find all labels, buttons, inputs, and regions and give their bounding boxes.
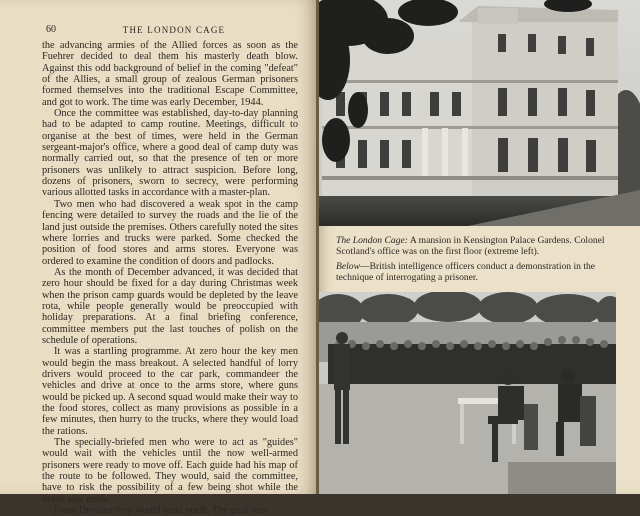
running-head: [46, 24, 302, 36]
body-text: [42, 40, 298, 516]
running-head-title: THE LONDON CAGE: [122, 25, 226, 35]
paragraph: As the month of December advanced, it was decided that zero hour should be fixed for a day during Christmas week when the prison camp guards would be depleted by the leave rota, while people generally would be preoccupied with holiday preparations. At a final briefing conference, committee members put the last touches of polish on the schedule of operations.: [42, 266, 298, 346]
interrogation-photo: [318, 292, 616, 494]
caption-bottom-text: —British intelligence officers conduct a demonstration in the technique of interrogating a prisoner.: [336, 261, 596, 284]
caption-top-italic: The London Cage:: [336, 235, 408, 246]
page-number: 60: [46, 24, 56, 35]
paragraph: It was a startling programme. At zero hour the key men would begin the mass breakout. A selected handful of lorry drivers would proceed to the car park, commandeer the vehicles and drive at once to the arms store, where guns would be picked up. A second squad would make their way to the food stores, collect as many provisions as possible in a few minutes, then hurry to the trucks, where they would load the rations.: [42, 346, 298, 437]
paragraph: Once the committee was established, day-to-day planning had to be adapted to camp routine. Meetings, difficult to organise at the best of times, were held in the German sergeant-major's office, where a good deal of camp duty was normally carried out, so that the presence of ten or more prisoners was unlikely to attract suspicion. Before long, dozens of prisoners, sworn to secrecy, were performing various allotted tasks in accordance with a master-plan.: [42, 108, 298, 199]
paragraph: From Devizes they would head north. The goal was: [54, 505, 267, 516]
caption-top-text: A mansion in Kensington Palace Gardens. Colonel Scotland's office was on the first floor (extreme left).: [336, 235, 605, 258]
mansion-photo: [318, 0, 640, 226]
paragraph: Two men who had discovered a weak spot in the camp fencing were detailed to survey the roads and the lie of the land just outside the premises. Others carefully noted the sites where lorries and trucks were parked. Some checked the position of food stores and arms stores. Everyone was ordered to examine the condition of doors and padlocks.: [42, 198, 298, 267]
caption-top: [336, 235, 628, 257]
caption-bottom: [336, 261, 628, 283]
paragraph: The specially-briefed men who were to act as "guides" would wait with the vehicles until the now well-armed prisoners were ready to move off. Each guide had his map of the route to be followed. They would, said the committee, have to risk the possibility of a few being shot while the break was made.: [42, 437, 298, 505]
paragraph: the advancing armies of the Allied forces as soon as the Fuehrer decided to deal them his masterly death blow. Against this odd background of belief in the coming "defeat" of the Allies, a small group of zealous German prisoners formed themselves into the traditional Escape Committee, and got to work. The time was early December, 1944.: [42, 40, 298, 108]
caption-bottom-italic: Below: [336, 261, 360, 272]
book-gutter: [316, 0, 319, 494]
